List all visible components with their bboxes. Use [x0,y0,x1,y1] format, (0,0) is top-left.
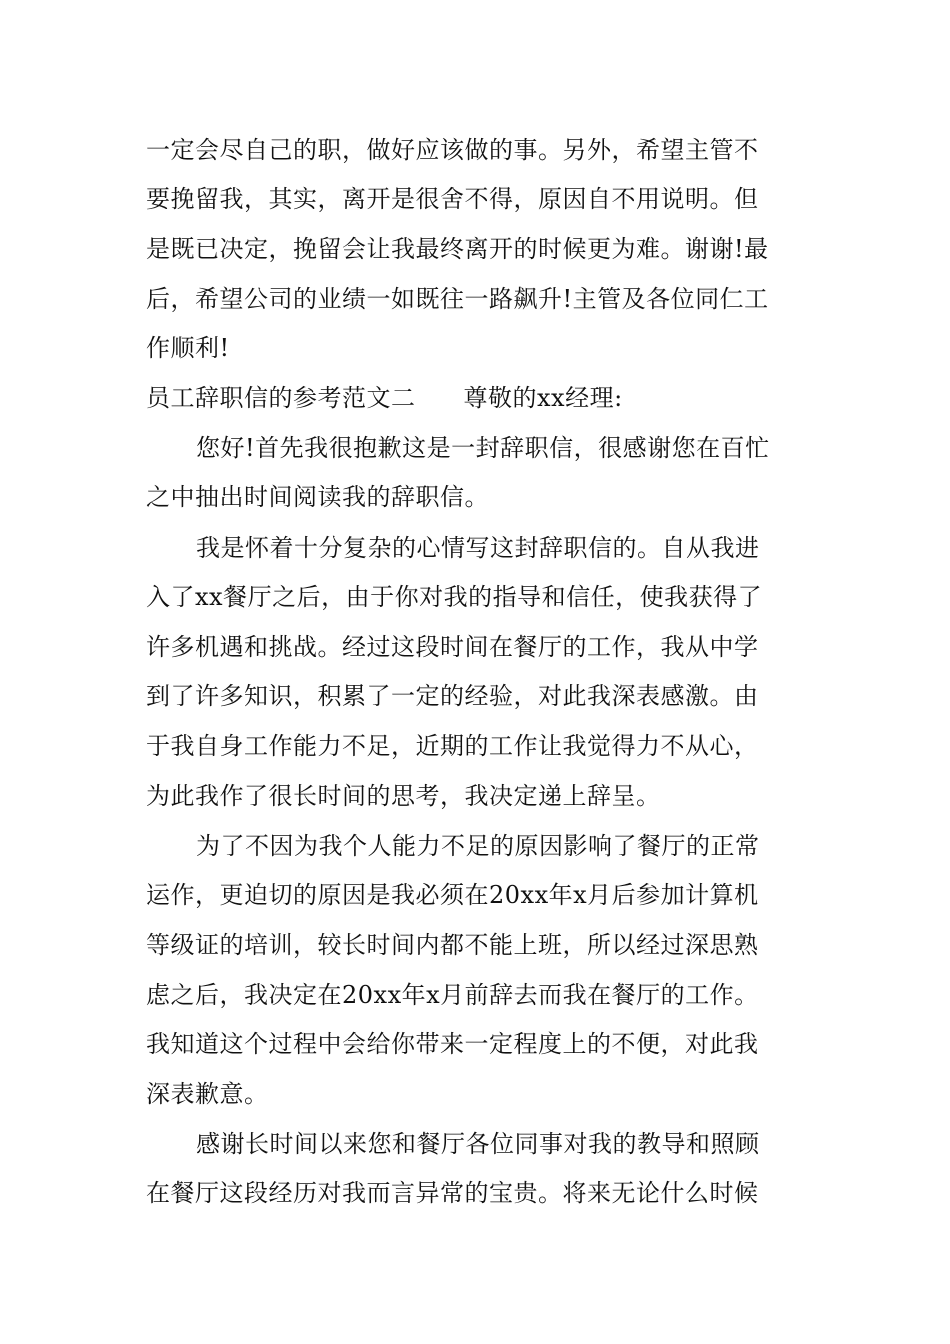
paragraph-line: 许多机遇和挑战。经过这段时间在餐厅的工作，我从中学 [146,633,759,661]
text-line: 后，希望公司的业绩一如既往一路飙升!主管及各位同仁工 [146,285,769,313]
paragraph-line: 等级证的培训，较长时间内都不能上班，所以经过深思熟 [146,931,759,959]
paragraph-line: 运作，更迫切的原因是我必须在20xx年x月后参加计算机 [146,881,759,909]
text-line: 要挽留我，其实，离开是很舍不得，原因自不用说明。但 [146,185,759,213]
paragraph-line: 为了不因为我个人能力不足的原因影响了餐厅的正常 [196,832,760,860]
paragraph-line: 我知道这个过程中会给你带来一定程度上的不便，对此我 [146,1030,759,1058]
paragraph-line: 之中抽出时间阅读我的辞职信。 [146,483,489,511]
paragraph-line: 深表歉意。 [146,1080,269,1108]
paragraph-line: 为此我作了很长时间的思考，我决定递上辞呈。 [146,782,661,810]
section-title: 员工辞职信的参考范文二 [146,384,416,412]
paragraph-line: 感谢长时间以来您和餐厅各位同事对我的教导和照顾 [196,1130,760,1158]
paragraph-line: 我是怀着十分复杂的心情写这封辞职信的。自从我进 [196,534,760,562]
text-line: 一定会尽自己的职，做好应该做的事。另外，希望主管不 [146,136,759,164]
paragraph-line: 在餐厅这段经历对我而言异常的宝贵。将来无论什么时候 [146,1179,759,1207]
section-heading-line [146,382,816,414]
text-line: 作顺利! [146,334,230,362]
salutation: 尊敬的xx经理: [463,384,623,412]
text-line: 是既已决定，挽留会让我最终离开的时候更为难。谢谢!最 [146,235,769,263]
paragraph-line: 您好!首先我很抱歉这是一封辞职信，很感谢您在百忙 [196,434,770,462]
paragraph-line: 到了许多知识，积累了一定的经验，对此我深表感激。由 [146,682,759,710]
paragraph-line: 于我自身工作能力不足，近期的工作让我觉得力不从心， [146,732,759,760]
paragraph-line: 入了xx餐厅之后，由于你对我的指导和信任，使我获得了 [146,583,763,611]
paragraph-line: 虑之后，我决定在20xx年x月前辞去而我在餐厅的工作。 [146,981,759,1009]
